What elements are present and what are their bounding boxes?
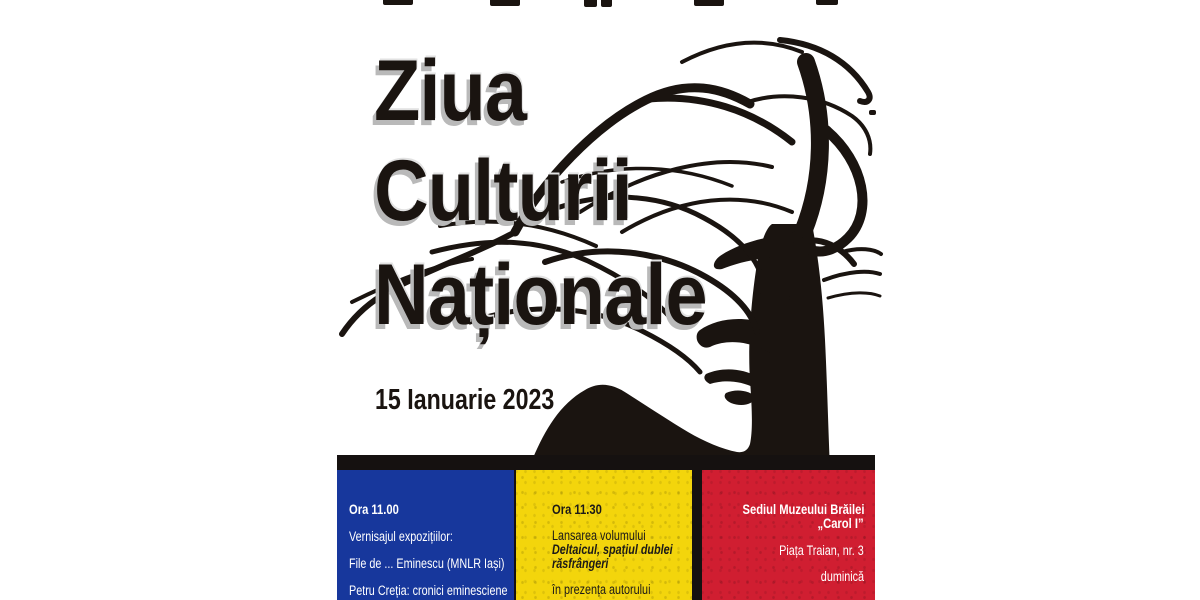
book-title-line-1: Deltaicul, spațiul dublei <box>552 542 673 557</box>
blue-line-2: File de ... Eminescu (MNLR Iași) <box>349 556 505 571</box>
venue-day: duminică <box>820 569 864 584</box>
schedule-panel-yellow <box>516 470 692 600</box>
blue-line-3: Petru Creția: cronici eminesciene <box>349 583 508 598</box>
book-title-line-2: răsfrângeri <box>552 556 609 571</box>
blue-time-label: Ora 11.00 <box>349 501 399 517</box>
yellow-outro: în prezența autorului <box>552 582 651 597</box>
tricolor-strip <box>337 455 875 600</box>
yellow-intro: Lansarea volumului <box>552 528 646 543</box>
venue-address: Piața Traian, nr. 3 <box>779 543 864 558</box>
venue-line-1: Sediul Muzeului Brăilei <box>742 501 864 517</box>
venue-line-2: „Carol I” <box>817 515 864 531</box>
event-date: 15 Ianuarie 2023 <box>375 384 555 416</box>
blue-line-1: Vernisajul expozițiilor: <box>349 529 453 544</box>
venue-panel-red <box>702 470 875 600</box>
poster-title-line-2: Culturii <box>374 143 632 239</box>
poster-title-line-1: Ziua <box>374 43 527 139</box>
poster-title-line-3: Naționale <box>374 247 707 343</box>
yellow-time-label: Ora 11.30 <box>552 501 602 517</box>
schedule-panel-blue <box>337 470 514 600</box>
